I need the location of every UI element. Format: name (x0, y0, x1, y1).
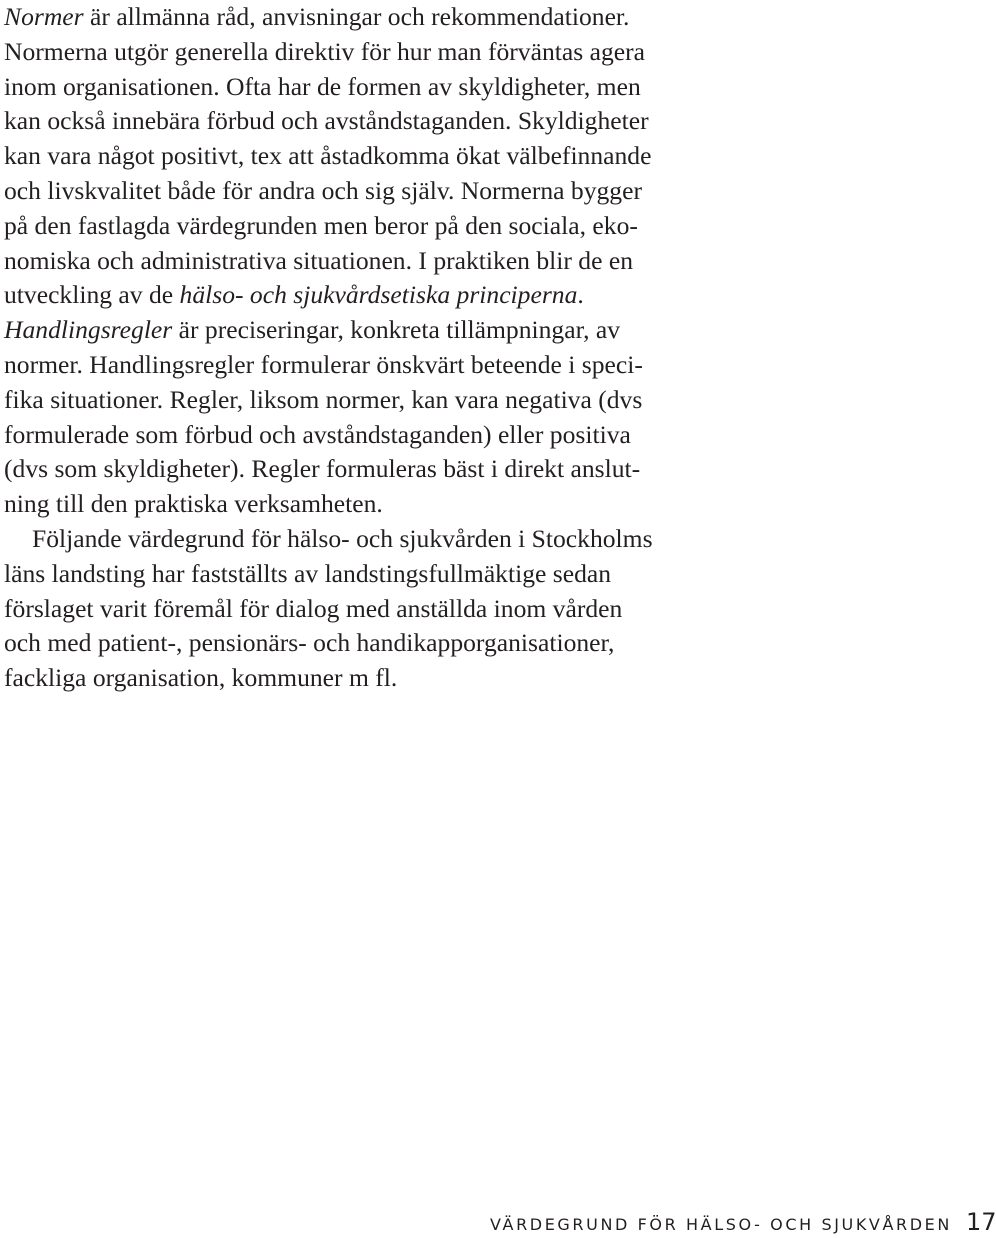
paragraph-handlingsregler (4, 313, 774, 522)
running-title: VÄRDEGRUND FÖR HÄLSO- OCH SJUKVÅRDEN (490, 1215, 952, 1234)
paragraph-normer-text: Normerna utgör generella direktiv för hur man förväntas agera inom organisationen. Ofta har de formen av skyldigheter, men kan också innebära förbud och avståndstaganden. Skyldigheter kan vara något positivt, tex att åstadkomma ökat välbefinnande och livskvalitet både för andra och sig själv. Normerna bygger på den fastlagda värdegrunden men beror på den sociala, eko- nomiska och administrativa situationen. I praktiken blir de en utveckling av de (4, 36, 652, 310)
term-principles: hälso- och sjukvårdsetiska principerna (179, 280, 578, 310)
paragraph-normer-line1: är allmänna råd, anvisningar och rekommendationer. (83, 2, 630, 31)
paragraph-handlingsregler-text: är preciseringar, konkreta tillämpningar, av normer. Handlingsregler formulerar önskvärt beteende i speci- fika situationer. Regler, liksom normer, kan vara negativa (dvs formulerade som förbud och avståndstaganden) eller positiva (dvs som skyldigheter). Regler formuleras bäst i direkt anslut- ning till den praktiska verksamheten. (4, 315, 643, 519)
paragraph-normer (4, 0, 774, 313)
page-footer (490, 1208, 996, 1238)
paragraph-normer-end: . (577, 280, 584, 310)
body-text (4, 0, 774, 696)
page-number: 17 (965, 1208, 996, 1236)
term-normer: Normer (4, 2, 84, 31)
paragraph-vardegrund (4, 522, 774, 696)
term-handlingsregler: Handlingsregler (4, 315, 173, 345)
paragraph-vardegrund-text: Följande värdegrund för hälso- och sjukvården i Stockholms läns landsting har fastställts av landstingsfullmäktige sedan förslaget varit föremål för dialog med anställda inom vården och med patient-, pensionärs- och handikapporganisationer, fackliga organisation, kommuner m fl. (4, 523, 653, 693)
